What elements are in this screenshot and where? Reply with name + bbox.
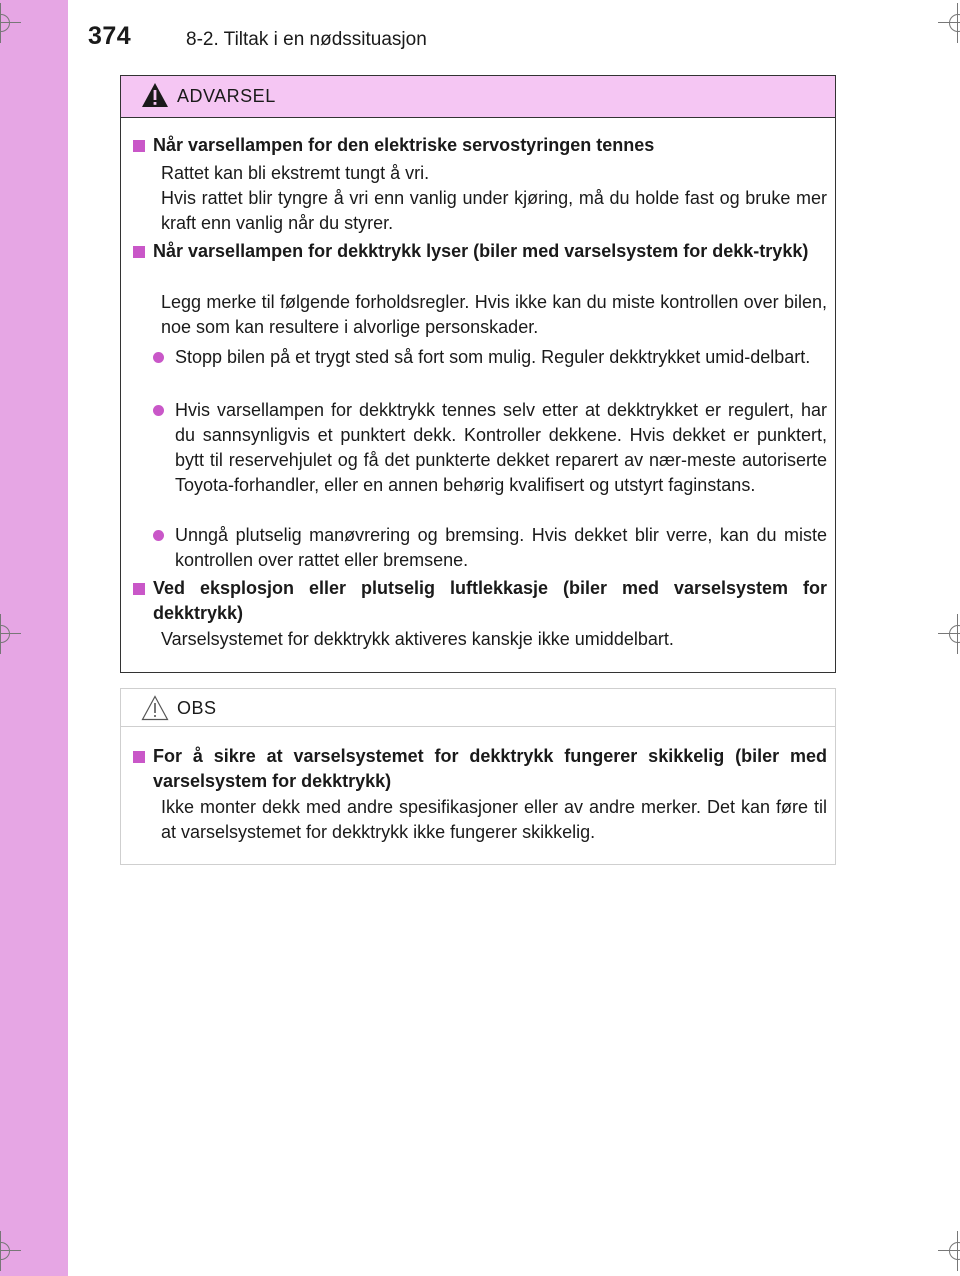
warning-triangle-icon (141, 82, 169, 108)
crop-mark-mid-right-icon (938, 614, 960, 654)
notice-label: OBS (177, 698, 217, 718)
square-bullet-icon (133, 751, 145, 763)
warning-box (120, 75, 836, 673)
item-heading: For å sikre at varselsystemet for dekktrykk fungerer skikkelig (biler med varselsystem for dekktrykk) (153, 746, 827, 791)
crop-mark-bottom-right-icon (938, 1231, 960, 1271)
notice-box (120, 688, 836, 865)
notice-item-tire-system (133, 744, 827, 794)
item-heading: Når varsellampen for den elektriske servostyringen tennes (153, 135, 655, 155)
item-body: Legg merke til følgende forholdsregler. Hvis ikke kan du miste kontrollen over bilen, noe som kan resultere i alvorlige personskader. (161, 292, 827, 337)
item-body: Ikke monter dekk med andre spesifikasjoner eller av andre merker. Det kan føre til at varselsystemet for dekktrykk ikke fungerer skikkelig. (161, 797, 827, 842)
crop-mark-top-right-icon (938, 3, 960, 43)
warning-item-power-steering-body (133, 161, 827, 236)
warning-item-air-leak-body (133, 627, 827, 652)
round-bullet-icon (153, 352, 164, 363)
warning-item-tire-pressure (133, 239, 827, 264)
crop-mark-mid-left-icon (0, 614, 21, 654)
list-item: Stopp bilen på et trygt sted så fort som mulig. Reguler dekktrykket umid-delbart. (133, 345, 827, 370)
warning-box-header (121, 76, 835, 118)
warning-item-air-leak (133, 576, 827, 626)
warning-label: ADVARSEL (177, 86, 276, 106)
notice-item-tire-system-body (133, 795, 827, 845)
caution-outline-triangle-icon (141, 695, 169, 721)
item-body: Rattet kan bli ekstremt tungt å vri. Hvis rattet blir tyngre å vri enn vanlig under kjøring, må du holde fast og bruke mer kraft enn vanlig når du styrer. (161, 163, 827, 233)
crop-mark-bottom-left-icon (0, 1231, 21, 1271)
notice-box-header (121, 689, 835, 727)
list-item: Hvis varsellampen for dekktrykk tennes selv etter at dekktrykket er regulert, har du sannsynligvis et punktert dekk. Kontroller dekkene. Hvis dekket er punktert, bytt til reservehjulet og få det punkterte dekket reparert av nær-meste autoriserte Toyota-forhandler, eller en annen behørig kvalifisert og utstyrt faginstans. (133, 398, 827, 498)
crop-mark-top-left-icon (0, 3, 21, 43)
round-bullet-icon (153, 405, 164, 416)
square-bullet-icon (133, 246, 145, 258)
item-heading: Når varsellampen for dekktrykk lyser (biler med varselsystem for dekk-trykk) (153, 241, 809, 261)
section-title: 8-2. Tiltak i en nødssituasjon (186, 29, 427, 50)
list-item: Unngå plutselig manøvrering og bremsing. Hvis dekket blir verre, kan du miste kontrollen over rattet eller bremsene. (133, 523, 827, 573)
item-body: Varselsystemet for dekktrykk aktiveres kanskje ikke umiddelbart. (161, 629, 674, 649)
warning-item-tire-pressure-body (133, 290, 827, 340)
item-heading: Ved eksplosjon eller plutselig luftlekkasje (biler med varselsystem for dekktrykk) (153, 578, 827, 623)
square-bullet-icon (133, 140, 145, 152)
round-bullet-icon (153, 530, 164, 541)
page-number: 374 (88, 22, 132, 50)
warning-item-power-steering (133, 133, 827, 158)
square-bullet-icon (133, 583, 145, 595)
